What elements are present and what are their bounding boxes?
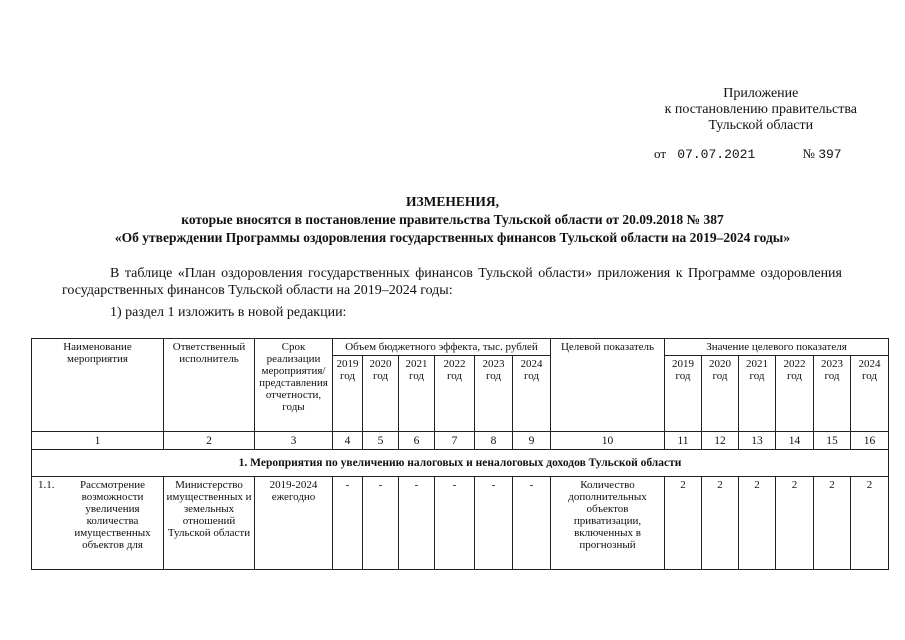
column-number: 5 — [363, 432, 399, 450]
plan-table — [31, 338, 889, 570]
column-number: 7 — [435, 432, 475, 450]
column-number: 9 — [513, 432, 551, 450]
row-effect: - — [399, 477, 435, 570]
column-number: 14 — [776, 432, 814, 450]
row-value: 2 — [739, 477, 776, 570]
appendix-line-3: Тульской области — [708, 118, 814, 133]
column-number: 10 — [551, 432, 665, 450]
year-header: 2021 год — [739, 356, 776, 432]
appendix-header — [665, 86, 857, 134]
year-header: 2022 год — [435, 356, 475, 432]
year-header: 2024 год — [851, 356, 889, 432]
row-name: Рассмотрение возможности увеличения количества имущественных объектов для — [74, 479, 151, 551]
row-value: 2 — [776, 477, 814, 570]
column-number: 4 — [333, 432, 363, 450]
row-effect: - — [475, 477, 513, 570]
row-effect: - — [435, 477, 475, 570]
column-number: 3 — [255, 432, 333, 450]
table-header-row — [32, 339, 889, 356]
column-number: 6 — [399, 432, 435, 450]
header-executor: Ответственный исполнитель — [164, 339, 255, 432]
row-value: 2 — [851, 477, 889, 570]
header-name: Наименование мероприятия — [32, 339, 164, 432]
year-header: 2022 год — [776, 356, 814, 432]
table-row — [32, 477, 889, 570]
row-target: Количество дополнительных объектов приватизации, включенных в прогнозный — [551, 477, 665, 570]
column-number-row — [32, 432, 889, 450]
column-number: 2 — [164, 432, 255, 450]
document-subtitle: которые вносятся в постановление правительства Тульской области от 20.09.2018 № 387 — [181, 212, 724, 227]
document-program-name: «Об утверждении Программы оздоровления государственных финансов Тульской области на 2019–2024 годы» — [114, 230, 791, 245]
header-target: Целевой показатель — [551, 339, 665, 432]
row-effect: - — [333, 477, 363, 570]
year-header: 2020 год — [363, 356, 399, 432]
decree-number-label: № — [802, 146, 815, 161]
row-index: 1.1. — [38, 479, 55, 491]
column-number: 1 — [32, 432, 164, 450]
row-effect: - — [363, 477, 399, 570]
body-paragraph-1: В таблице «План оздоровления государственных финансов Тульской области» приложения к Программе оздоровления государственных финансов Тульской области на 2019–2024 годы: — [62, 266, 842, 298]
year-header: 2023 год — [814, 356, 851, 432]
row-value: 2 — [702, 477, 739, 570]
column-number: 16 — [851, 432, 889, 450]
document-title: ИЗМЕНЕНИЯ, — [405, 194, 499, 209]
decree-from-label: от — [654, 146, 667, 161]
decree-date: 07.07.2021 — [677, 147, 756, 162]
decree-reference — [654, 146, 842, 162]
row-value: 2 — [665, 477, 702, 570]
appendix-line-2: к постановлению правительства — [664, 102, 857, 117]
section-row — [32, 450, 889, 477]
appendix-line-1: Приложение — [723, 86, 799, 101]
column-number: 12 — [702, 432, 739, 450]
year-header: 2021 год — [399, 356, 435, 432]
row-executor: Министерство имущественных и земельных отношений Тульской области — [164, 477, 255, 570]
row-effect: - — [513, 477, 551, 570]
year-header: 2023 год — [475, 356, 513, 432]
row-name-cell — [32, 477, 164, 570]
decree-number: 397 — [818, 147, 842, 162]
header-budget-effect: Объем бюджетного эффекта, тыс. рублей — [333, 339, 551, 356]
year-header: 2024 год — [513, 356, 551, 432]
header-target-value: Значение целевого показателя — [665, 339, 889, 356]
row-term: 2019-2024 ежегодно — [255, 477, 333, 570]
year-header: 2019 год — [333, 356, 363, 432]
column-number: 13 — [739, 432, 776, 450]
year-header: 2019 год — [665, 356, 702, 432]
row-value: 2 — [814, 477, 851, 570]
column-number: 8 — [475, 432, 513, 450]
section-title: 1. Мероприятия по увеличению налоговых и неналоговых доходов Тульской области — [32, 450, 889, 477]
scan-margin-marks — [889, 20, 897, 620]
body-paragraph-2: 1) раздел 1 изложить в новой редакции: — [110, 305, 347, 320]
column-number: 11 — [665, 432, 702, 450]
column-number: 15 — [814, 432, 851, 450]
year-header: 2020 год — [702, 356, 739, 432]
header-term: Срок реализации мероприятия/ представления отчетности, годы — [255, 339, 333, 432]
